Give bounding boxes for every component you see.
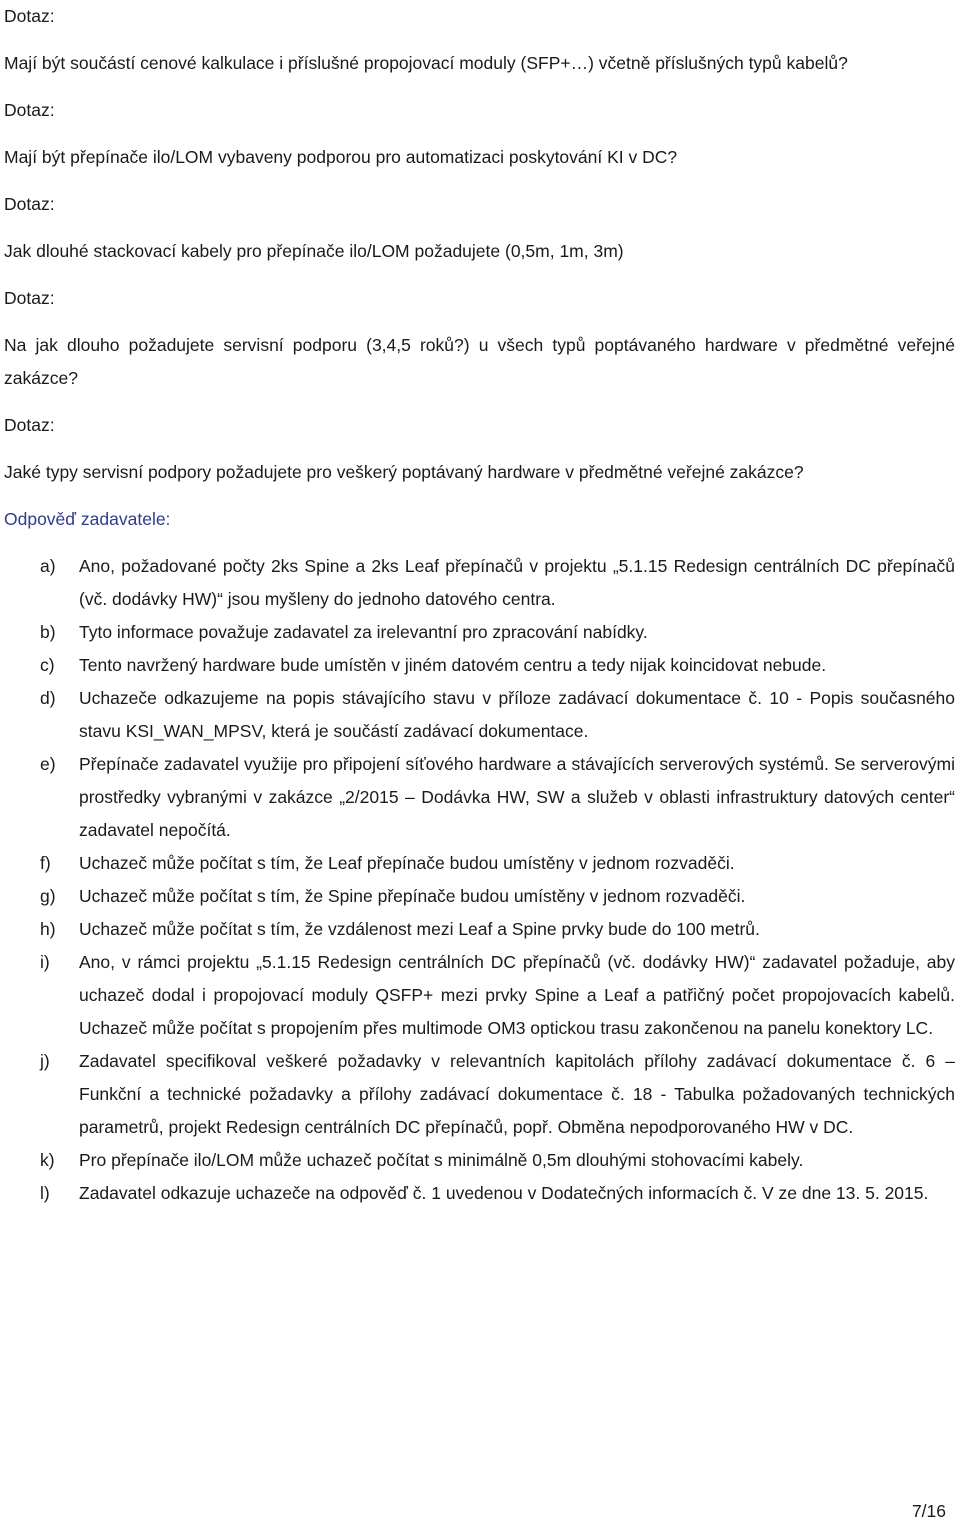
question-block-3 [4,188,955,268]
item-text: Pro přepínače ilo/LOM může uchazeč počítat s minimálně 0,5m dlouhými stohovacími kabely. [79,1150,804,1170]
question-text: Jak dlouhé stackovací kabely pro přepínače ilo/LOM požadujete (0,5m, 1m, 3m) [4,241,624,261]
answer-list [4,550,955,1210]
question-block-1 [4,0,955,80]
question-block-4 [4,282,955,395]
answer-item [4,1144,955,1177]
item-text: Ano, v rámci projektu „5.1.15 Redesign centrálních DC přepínačů (vč. dodávky HW)“ zadavatel požaduje, aby uchazeč dodal i propojovací moduly QSFP+ mezi prvky Spine a Leaf a patřičný počet propojovacích kabelů. Uchazeč může počítat s propojením přes multimode OM3 optickou trasu zakončenou na panelu konektory LC. [79,952,955,1038]
page-number: 7/16 [911,1501,946,1521]
answer-item [4,1045,955,1144]
item-text: Ano, požadované počty 2ks Spine a 2ks Leaf přepínačů v projektu „5.1.15 Redesign centrálních DC přepínačů (vč. dodávky HW)“ jsou myšleny do jednoho datového centra. [79,556,955,609]
item-text: Tyto informace považuje zadavatel za irelevantní pro zpracování nabídky. [79,622,648,642]
question-label: Dotaz: [4,288,55,308]
item-marker: e) [40,754,56,774]
item-text: Zadavatel specifikoval veškeré požadavky v relevantních kapitolách přílohy zadávací dokumentace č. 6 – Funkční a technické požadavky a přílohy zadávací dokumentace č. 18 - Tabulka požadovaných technických parametrů, projekt Redesign centrálních DC přepínačů, popř. Obměna nepodporovaného HW v DC. [79,1051,955,1137]
question-label: Dotaz: [4,100,55,120]
item-marker: h) [40,919,56,939]
document-page [4,0,955,1210]
answer-item [4,550,955,616]
item-text: Přepínače zadavatel využije pro připojení síťového hardware a stávajících serverových systémů. Se serverovými prostředky vybranými v zakázce „2/2015 – Dodávka HW, SW a služeb v oblasti infrastruktury datových center“ zadavatel nepočítá. [79,754,955,840]
item-marker: g) [40,886,56,906]
item-text: Uchazeče odkazujeme na popis stávajícího stavu v příloze zadávací dokumentace č. 10 - Popis současného stavu KSI_WAN_MPSV, která je součástí zadávací dokumentace. [79,688,955,741]
item-marker: l) [40,1183,50,1203]
item-marker: f) [40,853,51,873]
answer-item [4,649,955,682]
answer-item [4,616,955,649]
answer-item [4,748,955,847]
item-text: Uchazeč může počítat s tím, že Spine přepínače budou umístěny v jednom rozvaděči. [79,886,746,906]
item-marker: a) [40,556,56,576]
item-text: Tento navržený hardware bude umístěn v jiném datovém centru a tedy nijak koincidovat nebude. [79,655,827,675]
question-text: Na jak dlouho požadujete servisní podporu (3,4,5 roků?) u všech typů poptávaného hardware v předmětné veřejné zakázce? [4,335,955,388]
item-text: Zadavatel odkazuje uchazeče na odpověď č. 1 uvedenou v Dodatečných informacích č. V ze dne 13. 5. 2015. [79,1183,929,1203]
question-block-5 [4,409,955,489]
question-label: Dotaz: [4,415,55,435]
question-label: Dotaz: [4,6,55,26]
answer-heading: Odpověď zadavatele: [4,509,171,529]
question-text: Mají být součástí cenové kalkulace i příslušné propojovací moduly (SFP+…) včetně příslušných typů kabelů? [4,53,848,73]
question-block-2 [4,94,955,174]
item-marker: i) [40,952,50,972]
item-text: Uchazeč může počítat s tím, že Leaf přepínače budou umístěny v jednom rozvaděči. [79,853,735,873]
item-marker: b) [40,622,56,642]
item-marker: j) [40,1051,50,1071]
item-marker: k) [40,1150,55,1170]
answer-item [4,682,955,748]
item-marker: d) [40,688,56,708]
answer-item [4,880,955,913]
answer-item [4,847,955,880]
answer-item [4,913,955,946]
item-marker: c) [40,655,55,675]
question-label: Dotaz: [4,194,55,214]
answer-item [4,1177,955,1210]
question-text: Jaké typy servisní podpory požadujete pro veškerý poptávaný hardware v předmětné veřejné zakázce? [4,462,804,482]
item-text: Uchazeč může počítat s tím, že vzdálenost mezi Leaf a Spine prvky bude do 100 metrů. [79,919,760,939]
question-text: Mají být přepínače ilo/LOM vybaveny podporou pro automatizaci poskytování KI v DC? [4,147,678,167]
answer-item [4,946,955,1045]
